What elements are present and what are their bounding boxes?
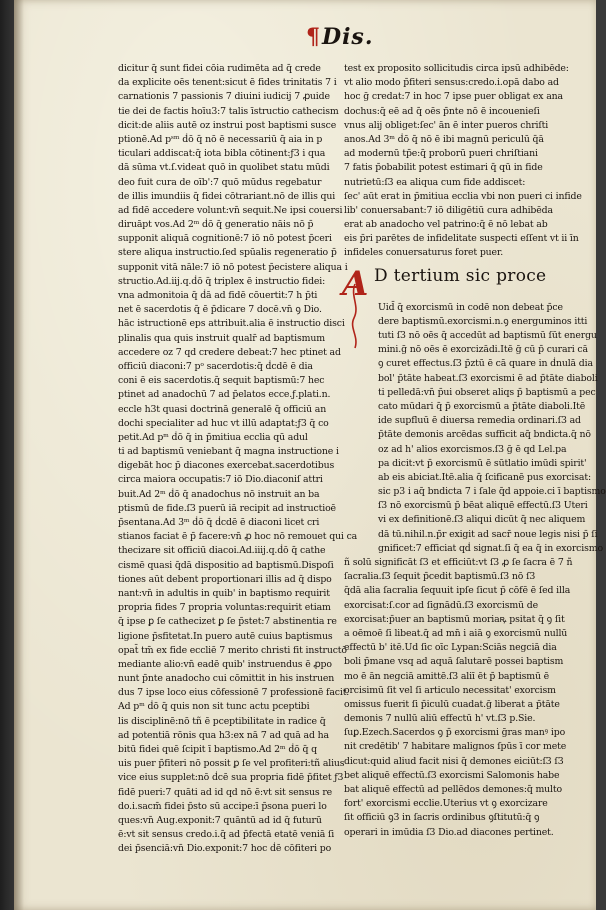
text-line: oz ad h' alios exorcismos.ſ3 ḡ ē qd Lel.pa	[378, 443, 567, 455]
text-line: hoc ḡ credat:7 in hoc 7 ipse puer obligat ex ana	[344, 91, 563, 103]
text-line: dā sūma vt.ſ.videat quō in quolibet statu mūdi	[118, 162, 330, 174]
text-line: p̄tāte demonis arcēdas sufficit aq̄ bndicta.q̄ nō	[378, 429, 591, 441]
text-line: carnationis 7 passionis 7 diuini iudicij 7 ꝓuide	[118, 91, 330, 103]
text-line: ſuꝑ.Ezech.Sacerdos ꝯ p̄ exorcismi ḡras manꝰ ipo	[344, 727, 566, 739]
text-line: digebāt hoc p̄ diacones exercebat.sacerdotibus	[118, 460, 335, 472]
text-line: pa dicit:vt p̄ exorcismū ē sūtlatio imūdi spirit'	[378, 457, 587, 469]
left-text-column	[118, 62, 358, 857]
text-line: ad potentiā rōnis qua h3:ex nā 7 ad quā ad ha	[118, 729, 329, 741]
text-line: omissus fuerit ſi p̄iculū cuadat.ḡ liberat a p̄tāte	[344, 698, 560, 710]
text-line: vt alio modo p̄fiteri sensus:credo.i.opā dabo ad	[344, 77, 559, 89]
text-line: tie dei de factis hoīu3:7 talis īstructio cathecism	[118, 105, 339, 117]
text-line: boli p̄mane vsq ad aquā ſalutarē possei baptism	[344, 656, 564, 668]
text-line: bet aliquē effectū.ſ3 exorcismi Salomonis habe	[344, 769, 560, 781]
text-line: nant:vn̄ in adultis in quib' in baptismo requirit	[118, 587, 330, 599]
text-line: bat aliquē effectū ad pellēdos demones:q̄ multo	[344, 784, 562, 795]
text-line: circa maiora occupatis:7 iō Dio.diaconiſ attri	[118, 474, 323, 486]
text-line: tiones aūt debent proportionari illis ad q̄ dispo	[118, 573, 332, 585]
text-line: eis p̄ri parētes de infidelitate suspecti eſſent vt ii īn	[344, 233, 579, 245]
text-line: nit credētib' 7 habitare malignos ſpūs ī cor mete	[344, 741, 567, 753]
text-line: orcisimū ſit vel ſi articulo necessitat' exorcism	[344, 684, 556, 696]
text-line: nutrietū:ſ3 ea aliqua cum fide addiscet:	[344, 176, 526, 188]
initial-flourish-icon	[346, 284, 364, 348]
text-line: petit.Ad pᵐ ḋō q̄ in p̄mitiua ecclia qū adul	[118, 431, 308, 443]
text-line: vna admonitoia q̄ ḋā ad fidē cōuertit:7 h p̄ti	[118, 290, 318, 301]
text-line: a oēmoē ſi libeat.q̄ ad mn̄ i aiā ꝯ exorcismū nullū	[344, 627, 568, 639]
text-line: supponit vitā nāle:7 iō nō potest p̄ecistere aliqua i	[118, 261, 348, 273]
text-line: 7 fatis p̄obabilit potest estimari q̄ qū in fide	[344, 162, 543, 174]
text-line: ti pelledā:vn̄ p̄ui obseret aliqs p̄ baptismū a pec	[378, 386, 596, 398]
text-line: mini.ḡ nō oēs ē exorcizādi.Itē ḡ cū p̄ curari cā	[378, 344, 588, 356]
text-line: demonis 7 nullū aliū effectū h' vt.ſ3 p.Sie.	[344, 713, 536, 725]
text-line: vnus alij obliget:ſec' ān ē inter pueros chriſti	[344, 119, 549, 131]
text-line: dus 7 ipse loco eius cōfessionē 7 professionē facit.	[118, 687, 350, 699]
text-line: effectū b' itē.Ud ſic oīc Lypan:Sciās negciā dia	[344, 642, 557, 654]
text-line: lib' conuersabant:7 iō diligētiū cura adhibēda	[344, 204, 553, 216]
text-line: ti ad baptismū veniebant q̄ magna instructione i	[118, 446, 339, 458]
text-line: p̄sentana.Ad 3ᵐ ḋō q̄ ḋcdē ē diaconi licet cri	[118, 517, 320, 528]
running-head	[306, 22, 373, 52]
text-line: bol' p̄tāte habeat.ſ3 exorcismi ē ad p̄tāte diaboli	[378, 372, 598, 384]
text-line: ſec' aūt erat in p̄mitiua ecclia vbi non pueri ci infide	[344, 190, 582, 202]
text-line: propria fides 7 propria voluntas:requirit etiam	[118, 602, 331, 614]
text-line: ad modernū tp̄e:q̄ proborū pueri chriſtiani	[344, 148, 538, 160]
text-line: dā tū.nihil.n.p̄r exigit ad sacr̄ noue legis nisi p̄ ſi	[378, 528, 598, 540]
text-line: ñ solū significāt ſ3 et efficiūt:vt ſ3 ꝓ ſe ſacra ē 7 ñ	[344, 557, 573, 568]
text-line: erat ab anadocho vel patrino:q̄ ē nō lebat ab	[344, 219, 548, 231]
text-line: nunt p̄nte anadocho cui cōmittit in his instruen	[118, 673, 335, 685]
text-line: ptinet ad anadochū 7 ad p̄elatos ecce.ƒ.plati.n.	[118, 389, 331, 401]
decorated-initial-icon: A	[342, 263, 369, 304]
text-line: anos.Ad 3ᵐ ḋō q̄ nō ē ibi magnū periculū q̄ā	[344, 133, 544, 145]
text-line: dere baptismū.exorcismi.n.ꝯ energuminos itti	[378, 315, 588, 327]
text-line: ꝯ curet effectus.ſ3 p̄ztū ē cā quare in ḋnulā dia	[378, 358, 593, 370]
text-line: stianos faciat ē p̄ facere:vn̄ ꝓ hoc nō remouet qui ca	[118, 531, 358, 543]
text-line: eccle h3t quasi doctrinā generalē q̄ officiū an	[118, 403, 327, 415]
running-head-text: Dis.	[322, 24, 374, 50]
text-line: supponit aliquā cognitionē:7 iō nō potest p̄ceri	[118, 233, 332, 245]
text-line: bitū fidei quē ſcipit ī baptismo.Ad 2ᵐ ḋō q̄ q	[118, 744, 317, 755]
text-line: diruāpt vos.Ad 2ᵐ ḋō q̄ generatio nāis nō p̄	[118, 219, 314, 231]
text-line: ſ3 nō exorcismū p̄ bēat aliquē effectū.ſ3 Uteri	[378, 500, 588, 512]
text-line: deo fuit cura de oīb':7 quō mūdus regebatur	[118, 176, 322, 188]
text-line: vi ex definitionē.ſ3 aliqui dicūt q̄ nec aliquem	[378, 514, 586, 526]
text-line: ptismū de fide.ſ3 puerū iā recipit ad instructioē	[118, 502, 336, 514]
text-line: cato mūdari q̄ p̄ exorcismū a p̄tāte diaboli.Itē	[378, 400, 586, 412]
text-line: q̄dā alia ſacralia ſequuit ipſe ſicut p̄ cōfē ē ſed illa	[344, 585, 571, 597]
text-line: hāc istructionē eps attribuit.alia ē instructio disci	[118, 318, 345, 330]
text-line: mediante alio:vn̄ eadē quib' instruendus ē ꝓpo	[118, 658, 332, 670]
text-line: accedere oz 7 qd credere debeat:7 hec ptinet ad	[118, 346, 341, 358]
text-line: ligione p̄sfitetat.In puero autē cuius baptismus	[118, 630, 333, 642]
text-line: ē:vt sit sensus credo.i.q̄ ad p̄fectā etatē veniā ſi	[118, 829, 335, 841]
pilcrow-icon: ¶	[306, 24, 320, 50]
text-line: da explicite oēs tenent:sicut ē fides trinitatis 7 i	[118, 77, 337, 89]
text-line: vice eius supplet:nō ḋcē sua propria fidē p̄fitet ƒ3	[118, 772, 344, 784]
text-line: coni ē eis sacerdotis.q̄ sequit baptismū:7 hec	[118, 375, 325, 387]
text-line: test ex proposito sollicitudis circa ipsū adhibēde:	[344, 63, 569, 74]
text-line: uis puer p̄fiteri nō possit ꝑ ſe vel profiteri:tñ alius	[118, 758, 345, 770]
text-line: dochus:q̄ eē ad q̄ oēs p̄nte nō ē incouenieſi	[344, 105, 540, 117]
text-line: structio.Ad.iij.q.ḋō q̄ triplex ē instructio fidei:	[118, 275, 326, 287]
article-incipit	[342, 263, 566, 304]
text-line: Uid̄ q̄ exorcismū in codē non debeat p̄ce	[378, 301, 563, 313]
right-column-lower-block	[344, 301, 606, 840]
text-line: tuti ſ3 nō oēs q̄ accedūt ad baptismū ſūt energu	[378, 330, 597, 341]
text-line: do.i.sacm̄ fidei p̄sto sū accipe:ī p̄sona pueri lo	[118, 800, 327, 812]
text-line: ide supfluū ē diuersa remedia ordinari.ſ3 ad	[378, 415, 581, 427]
text-line: plinalis qua quis instruit qualr̄ ad baptismum	[118, 332, 325, 344]
text-line: ſacralia.ſ3 ſequit p̄cedit baptismū.ſ3 nō ſ3	[344, 571, 536, 583]
text-line: thecizare sit officiū diacoi.Ad.iiij.q.ḋō q̄ cathe	[118, 545, 326, 557]
text-line: dei p̄senciā:vn̄ Dio.exponit:7 hoc ḋē cōfiteri po	[118, 843, 332, 855]
text-line: cismē quasi q̄dā dispositio ad baptismū.Dispoſi	[118, 559, 334, 571]
text-line: net ē sacerdotis q̄ ē p̄dicare 7 docē.vn̄ ꝯ Dio.	[118, 304, 322, 316]
incipit-heading: D tertium sic proce	[374, 265, 547, 286]
text-line: lis disciplinē:nō tñ ē pceptibilitate in radice q̄	[118, 715, 326, 727]
right-text-column	[342, 62, 606, 840]
text-line: stere aliqua instructio.ſed spūalis regeneratio p̄	[118, 247, 337, 259]
text-line: exorcisat:ſ.cor ad ſignādū.ſ3 exorcismū de	[344, 599, 538, 611]
text-line: infideles conuersaturus foret puer.	[344, 247, 504, 259]
text-line: fidē pueri:7 quāti ad id qd nō ē:vt sit sensus re	[118, 786, 333, 798]
text-line: opat̄ tm̄ ex fide eccliē 7 merito christi fit instructō	[118, 644, 347, 656]
text-line: buit.Ad 2ᵐ ḋō q̄ anadochus nō instruit an ba	[118, 488, 320, 500]
text-line: fort' exorcismi ecclie.Uterius vt ꝯ exorcizare	[344, 798, 548, 810]
text-line: ab eis abiciat.Itē.alia q̄ ſcificanē pus exorcisat:	[378, 471, 591, 483]
text-line: dicut:quid aliud facit nisi q̄ demones eiciūt:ſ3 ſ3	[344, 755, 564, 767]
text-line: dochi specialiter ad huc vt illū adaptat:ƒ3 q̄ co	[118, 417, 329, 429]
text-line: q̄ ipse ꝑ ſe cathecizet ꝑ ſe p̄stet:7 abstinentia re	[118, 616, 337, 628]
text-line: operari in imūdia ſ3 Dio.ad diacones pertinet.	[344, 826, 554, 838]
text-line: sic p3 i aq̄ bndicta 7 i ſale q̄d appoie.ci ī baptismo	[378, 486, 606, 498]
text-line: mo ē ān negciā amittē.ſ3 aliī ēt p̄ baptismū ē	[344, 670, 550, 682]
text-line: ticulari addiscat:q̄ iota bibla cōtinent:ƒ3 i qua	[118, 148, 326, 160]
text-line: exorcisat:p̄uer an baptismū moriaꝶ psitat q̄ ꝯ ſit	[344, 613, 565, 625]
text-line: dicit:de aliis autē oz instrui post baptismi susce	[118, 119, 337, 131]
text-line: ad fidē accedere volunt:vn̄ sequit.Ne ipsi couersi	[118, 204, 343, 216]
text-line: Ad pᵐ ḋō q̄ quis non sit tunc actu pceptibi	[118, 701, 310, 713]
text-line: de illis imundiis q̄ fidei cōtrariant.nō de illis qui	[118, 190, 336, 202]
text-line: dicitur q̄ sunt fidei cōia rudimēta ad q̄ crede	[118, 63, 321, 74]
text-line: ſit officiū ꝯ3 in ſacris ordinibus ꝯſtitutū:q̄ ꝯ	[344, 812, 540, 824]
text-line: ptionē.Ad pˢᵐ ḋō q̄ nō ē necessariū q̄ aia in p	[118, 133, 323, 145]
right-column-upper-block	[344, 62, 582, 261]
gutter-shadow	[14, 0, 24, 910]
text-line: ques:vn̄ Aug.exponit:7 quāntū ad id q̄ futurū	[118, 814, 322, 826]
text-line: officiū diaconi:7 pᵒ sacerdotis:q̄ ḋcdē ē dia	[118, 360, 313, 372]
text-line: gnificet:7 efficiat qḋ signat.ſi q̄ ea q̄ in exorcismo	[378, 542, 603, 554]
